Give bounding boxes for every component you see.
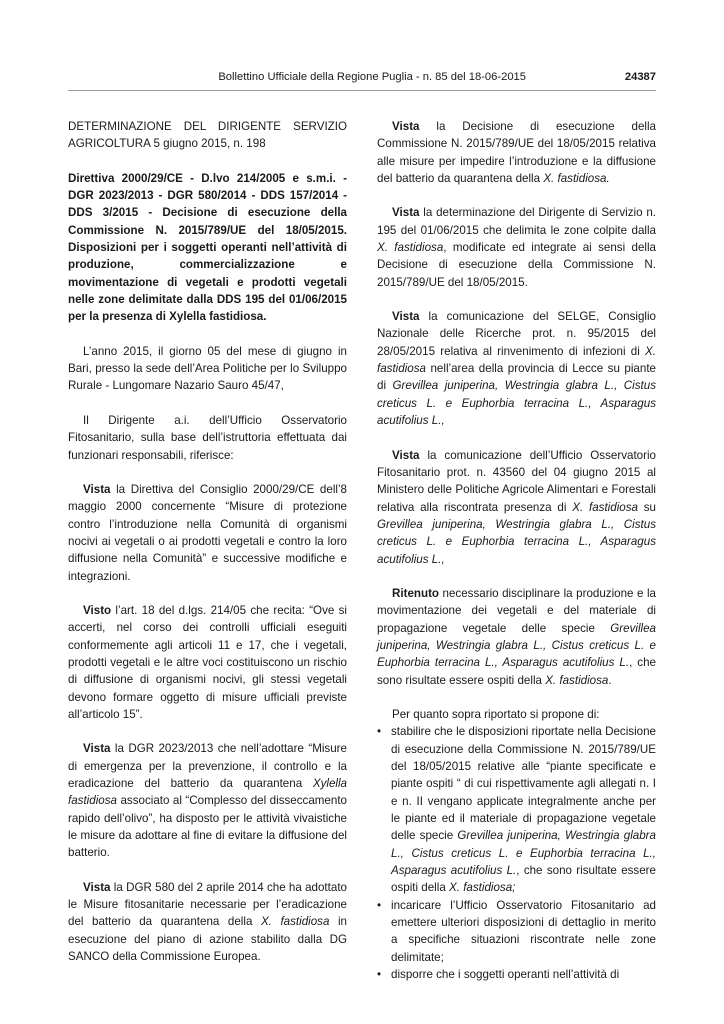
species-name: X. fastidiosa.	[543, 172, 610, 186]
determination-subject: Direttiva 2000/29/CE - D.lvo 214/2005 e s.m.i. - DGR 2023/2013 - DGR 580/2014 - DDS 157/2014 - DDS 3/2015 - Decisione di esecuzione della Commissione N. 2015/789/UE del 18/05/2015. Disposizioni per i soggetti operanti nell’attività di produzione, commercializzazione e movimentazione di vegetali e prodotti vegetali nelle zone delimitate dalla DDS 195 del 01/06/2015 per la presenza di Xylella fastidiosa.	[68, 171, 347, 324]
bullet-icon: •	[377, 968, 382, 982]
species-list: Grevillea juniperina, Westringia glabra L., Cistus creticus L. e Euphorbia terracina L., Asparagus acutifolius L.	[377, 621, 656, 670]
proposal-intro: Per quanto sopra riportato si propone di:	[392, 707, 600, 721]
species-name: X. fastidiosa	[545, 673, 609, 687]
species-list: Grevillea juniperina, Westringia glabra L., Cistus creticus L. e Euphorbia terracina L., Asparagus acutifolius L.	[391, 829, 656, 878]
list-item-text: , che sono risultate essere ospiti della	[391, 864, 656, 895]
proposal-list	[377, 723, 656, 983]
paragraph-osservatorio	[377, 447, 656, 568]
paragraph-text: la comunicazione del SELGE, Consiglio Nazionale delle Ricerche prot. n. 95/2015 del 28/05/2015 relativa al rinvenimento di infezioni di	[377, 310, 656, 358]
species-name: X. fastidiosa	[572, 500, 638, 514]
species-name: Xylella fastidiosa	[68, 777, 347, 808]
paragraph-text: associato al “Complesso del disseccamento rapido dell’olivo”, ha disposto per le attività vivaistiche le misure da adottare al fine di evitare la diffusione del batterio.	[68, 794, 347, 860]
paragraph-text: la DGR 580 del 2 aprile 2014 che ha adottato le Misure fitosanitarie necessarie per l’eradicazione del batterio da quarantena della	[68, 880, 347, 929]
list-item-text: disporre che i soggetti operanti nell’attività di	[391, 968, 620, 982]
species-name: X. fastidiosa;	[449, 881, 516, 895]
paragraph-text: .	[608, 673, 612, 687]
paragraph-text: nell’area della provincia di Lecce su piante di	[377, 362, 656, 393]
list-item	[377, 723, 656, 896]
list-item	[377, 897, 656, 966]
species-list: Grevillea juniperina, Westringia glabra L., Cistus creticus L. e Euphorbia terracina L., Asparagus acutifolius L.,	[377, 379, 656, 428]
paragraph-text: la determinazione del Dirigente di Servizio n. 195 del 01/06/2015 che delimita le zone colpite dalla	[377, 206, 656, 237]
paragraph-text: , che sono risultate essere ospiti della	[377, 656, 656, 687]
paragraph-text: , modificate ed integrate ai sensi della Decisione di esecuzione della Commissione N. 2015/789/UE del 18/05/2015.	[377, 241, 656, 289]
keyword: Vista	[392, 310, 420, 324]
paragraph-dgr-580	[68, 879, 347, 966]
right-column	[377, 118, 656, 983]
paragraph-decisione	[377, 118, 656, 187]
left-column	[68, 118, 347, 982]
species-name: X. fastidiosa	[377, 344, 656, 376]
paragraph-text: la Decisione di esecuzione della Commissione N. 2015/789/UE del 18/05/2015 relativa alle misure per impedire l’introduzione e la diffusione del batterio da quarantena della	[377, 120, 656, 186]
paragraph-text: l’art. 18 del d.lgs. 214/05 che recita: “Ove si accerti, nel corso dei controlli ufficiali eseguiti conformemente agli articoli 11 e 17, che i vegetali, prodotti vegetali e le altre voci costituiscono un rischio di diffusione di organismi nocivi, gli stessi vegetali devono formare oggetto di misure ufficiali previste all’articolo 15”.	[68, 603, 347, 721]
paragraph-dgr-2023	[68, 740, 347, 861]
keyword: Ritenuto	[392, 586, 440, 600]
paragraph-dlgs	[68, 602, 347, 723]
paragraph-text: la DGR 2023/2013 che nell’adottare “Misure di emergenza per la prevenzione, il controllo e la eradicazione del batterio da quarantena	[68, 742, 347, 790]
species-name: X. fastidiosa	[260, 915, 330, 929]
paragraph-direttiva	[68, 481, 347, 585]
paragraph-text: necessario disciplinare la produzione e la movimentazione dei vegetali e del materiale di propagazione vegetale delle specie	[377, 586, 656, 635]
bullet-icon: •	[377, 725, 382, 739]
paragraph-text: su	[637, 500, 657, 514]
keyword: Vista	[83, 482, 111, 496]
keyword: Vista	[392, 206, 420, 220]
keyword: Vista	[392, 448, 420, 462]
paragraph-text: la comunicazione dell’Ufficio Osservatorio Fitosanitario prot. n. 43560 del 04 giugno 2015 al Ministero delle Politiche Agricole Alimentari e Forestali relativa alla riscontrata presenza di	[377, 448, 656, 514]
list-item-text: stabilire che le disposizioni riportate nella Decisione di esecuzione della Commissione N. 2015/789/UE del 18/05/2015 relative alle “piante specificate e piante ospiti “ di cui rispettivamente agli allegati n. I e n. II vengano applicate integralmente anche per le piante ed il materiale di propagazione vegetale delle specie	[391, 725, 656, 843]
paragraph-text: la Direttiva del Consiglio 2000/29/CE dell’8 maggio 2000 concernente “Misure di protezione contro l’introduzione nella Comunità di organismi nocivi ai vegetali o ai prodotti vegetali e contro la loro diffusione nella Comunità” e successive modifiche e integrazioni.	[68, 482, 347, 583]
determination-heading: DETERMINAZIONE DEL DIRIGENTE SERVIZIO AGRICOLTURA 5 giugno 2015, n. 198	[68, 120, 347, 151]
page-header	[68, 66, 656, 91]
bulletin-title: Bollettino Ufficiale della Regione Puglia - n. 85 del 18-06-2015	[218, 71, 526, 83]
list-item-text: incaricare l’Ufficio Osservatorio Fitosanitario ad emettere ulteriori disposizioni di dettaglio in merito a specifiche situazioni riscontrate nelle zone delimitate;	[391, 898, 656, 964]
bullet-icon: •	[377, 898, 382, 912]
list-item	[377, 966, 656, 983]
keyword: Visto	[83, 603, 112, 617]
paragraph-text: in esecuzione del piano di azione stabilito dalla DG SANCO della Commissione Europea.	[68, 915, 347, 964]
dirigente-paragraph: Il Dirigente a.i. dell’Ufficio Osservatorio Fitosanitario, sulla base dell’istruttoria effettuata dai funzionari responsabili, riferisce:	[68, 413, 347, 462]
keyword: Vista	[83, 880, 111, 894]
paragraph-selge	[377, 308, 656, 429]
keyword: Vista	[83, 742, 111, 756]
species-list: Grevillea juniperina, Westringia glabra L., Cistus creticus L. e Euphorbia terracina L., Asparagus acutifolius L.,	[377, 517, 656, 566]
keyword: Vista	[392, 120, 420, 133]
page-number: 24387	[624, 71, 656, 83]
species-name: X. fastidiosa	[377, 241, 444, 255]
intro-paragraph: L’anno 2015, il giorno 05 del mese di giugno in Bari, presso la sede dell’Area Politiche per lo Sviluppo Rurale - Lungomare Nazario Sauro 45/47,	[68, 344, 347, 393]
paragraph-ritenuto	[377, 585, 656, 689]
paragraph-determinazione	[377, 204, 656, 291]
